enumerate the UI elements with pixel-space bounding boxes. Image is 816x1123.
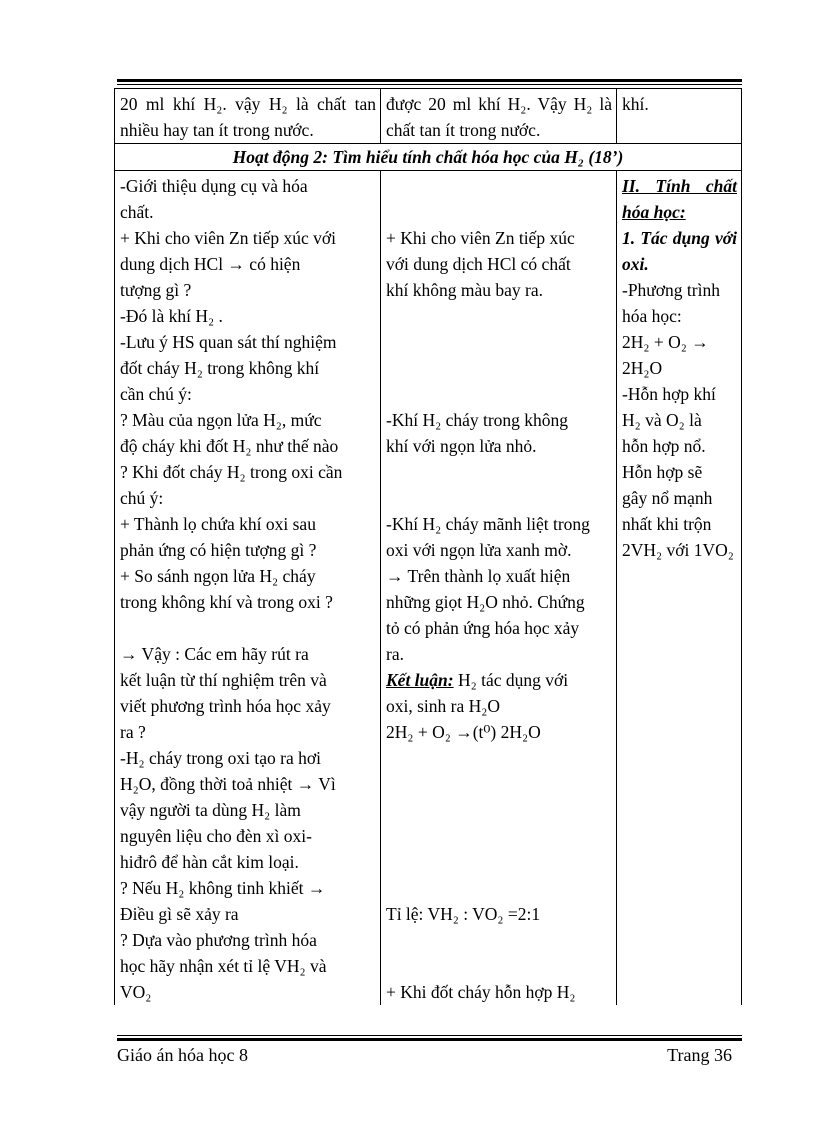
teacher-line: nguyên liệu cho đèn xì oxi- <box>120 826 312 846</box>
teacher-line: + Khi cho viên Zn tiếp xúc với <box>120 228 336 248</box>
bottom-rule-thick <box>117 1038 742 1041</box>
teacher-line: Điều gì sẽ xảy ra <box>120 904 239 924</box>
student-line: oxi với ngọn lửa xanh mờ. <box>386 540 572 560</box>
bottom-rule-thin <box>117 1035 742 1036</box>
teacher-line: -Giới thiệu dụng cụ và hóa <box>120 176 308 196</box>
teacher-line: -H₂ cháy trong oxi tạo ra hơi <box>120 748 321 768</box>
teacher-line: chất. <box>120 202 154 222</box>
teacher-line: phản ứng có hiện tượng gì ? <box>120 540 317 560</box>
student-line <box>386 355 612 381</box>
student-line: + Khi cho viên Zn tiếp xúc <box>386 228 575 248</box>
table-row <box>115 171 742 1006</box>
student-line: khí với ngọn lửa nhỏ. <box>386 436 537 456</box>
student-line: → Trên thành lọ xuất hiện <box>386 566 571 586</box>
table-row <box>115 144 742 171</box>
student-line <box>386 797 612 823</box>
conclusion-line: oxi, sinh ra H₂O <box>386 696 501 716</box>
teacher-line: ? Màu của ngọn lửa H₂, mức <box>120 410 322 430</box>
teacher-line: → Vậy : Các em hãy rút ra <box>120 644 309 664</box>
student-line <box>386 303 612 329</box>
teacher-line: kết luận từ thí nghiệm trên và <box>120 670 327 690</box>
teacher-line: tượng gì ? <box>120 280 192 300</box>
conclusion-line <box>386 667 612 693</box>
notes-line: nhất khi trộn <box>622 514 712 534</box>
notes-line: H₂ và O₂ là <box>622 410 702 430</box>
student-line <box>386 771 612 797</box>
conclusion-text: H₂ tác dụng với <box>453 670 569 690</box>
notes-line: Hỗn hợp sẽ <box>622 462 703 482</box>
student-line <box>386 329 612 355</box>
student-line <box>386 459 612 485</box>
footer-title: Giáo án hóa học 8 <box>117 1045 248 1065</box>
student-line: những giọt H₂O nhỏ. Chứng <box>386 592 585 612</box>
notes-line: hóa học: <box>622 306 682 326</box>
student-line: Tỉ lệ: VH₂ : VO₂ =2:1 <box>386 904 541 924</box>
notes-line: 2H₂ + O₂ → <box>622 332 709 352</box>
student-line <box>386 927 612 953</box>
page-number: Trang 36 <box>667 1045 732 1065</box>
top-rule-thick <box>117 79 742 82</box>
student-line <box>386 381 612 407</box>
row1-notes-cell: khí. <box>617 89 742 144</box>
student-line: với dung dịch HCl có chất <box>386 254 571 274</box>
student-activity-cell <box>381 171 617 1006</box>
student-line <box>386 485 612 511</box>
student-line <box>386 173 612 199</box>
teacher-line: học hãy nhận xét tỉ lệ VH₂ và <box>120 956 327 976</box>
teacher-line: ? Khi đốt cháy H₂ trong oxi cần <box>120 462 343 482</box>
student-line: ra. <box>386 644 404 664</box>
student-line <box>386 745 612 771</box>
student-line <box>386 849 612 875</box>
teacher-line: chú ý: <box>120 488 164 508</box>
teacher-line: viết phương trình hóa học xảy <box>120 696 331 716</box>
student-line <box>386 875 612 901</box>
notes-line: hỗn hợp nổ. <box>622 436 706 456</box>
conclusion-label: Kết luận: <box>386 670 454 690</box>
teacher-line <box>120 615 376 641</box>
notes-cell <box>617 171 742 1006</box>
notes-line: 2VH₂ với 1VO₂ <box>622 540 734 560</box>
teacher-line: VO₂ <box>120 982 152 1002</box>
student-line: -Khí H₂ cháy mãnh liệt trong <box>386 514 590 534</box>
student-line: tỏ có phản ứng hóa học xảy <box>386 618 580 638</box>
student-line <box>386 199 612 225</box>
table-row <box>115 89 742 144</box>
top-rule-thin <box>117 84 742 85</box>
teacher-line: ? Nếu H₂ không tinh khiết → <box>120 878 326 898</box>
teacher-line: dung dịch HCl → có hiện <box>120 254 301 274</box>
teacher-activity-cell <box>115 171 381 1006</box>
lesson-table <box>114 88 742 1005</box>
notes-subheading: 1. Tác dụng với oxi. <box>622 228 737 274</box>
teacher-line: độ cháy khi đốt H₂ như thế nào <box>120 436 339 456</box>
teacher-line: hiđrô để hàn cắt kim loại. <box>120 852 299 872</box>
student-line <box>386 953 612 979</box>
activity-header: Hoạt động 2: Tìm hiểu tính chất hóa học của H₂ (18’) <box>115 144 742 171</box>
row1-student-cell: được 20 ml khí H₂. Vậy H₂ là chất tan ít trong nước. <box>381 89 617 144</box>
notes-line: -Phương trình <box>622 280 720 300</box>
teacher-line: cần chú ý: <box>120 384 192 404</box>
teacher-line: + So sánh ngọn lửa H₂ cháy <box>120 566 316 586</box>
teacher-line: ? Dựa vào phương trình hóa <box>120 930 317 950</box>
notes-line: -Hỗn hợp khí <box>622 384 716 404</box>
teacher-line: -Lưu ý HS quan sát thí nghiệm <box>120 332 337 352</box>
student-line: khí không màu bay ra. <box>386 280 543 300</box>
teacher-line: + Thành lọ chứa khí oxi sau <box>120 514 316 534</box>
teacher-line: H₂O, đồng thời toả nhiệt → Vì <box>120 774 336 794</box>
student-line: 2H₂ + O₂ →(t⁰) 2H₂O <box>386 722 541 742</box>
row1-teacher-cell: 20 ml khí H₂. vậy H₂ là chất tan nhiều hay tan ít trong nước. <box>115 89 381 144</box>
notes-line: 2H₂O <box>622 358 663 378</box>
teacher-line: vậy người ta dùng H₂ làm <box>120 800 301 820</box>
student-line: -Khí H₂ cháy trong không <box>386 410 569 430</box>
student-line <box>386 823 612 849</box>
teacher-line: -Đó là khí H₂ . <box>120 306 223 326</box>
teacher-line: đốt cháy H₂ trong không khí <box>120 358 320 378</box>
teacher-line: trong không khí và trong oxi ? <box>120 592 333 612</box>
teacher-line: ra ? <box>120 722 146 742</box>
student-line: + Khi đốt cháy hỗn hợp H₂ <box>386 982 576 1002</box>
notes-line: gây nổ mạnh <box>622 488 713 508</box>
notes-heading: II. Tính chất hóa học: <box>622 176 737 222</box>
